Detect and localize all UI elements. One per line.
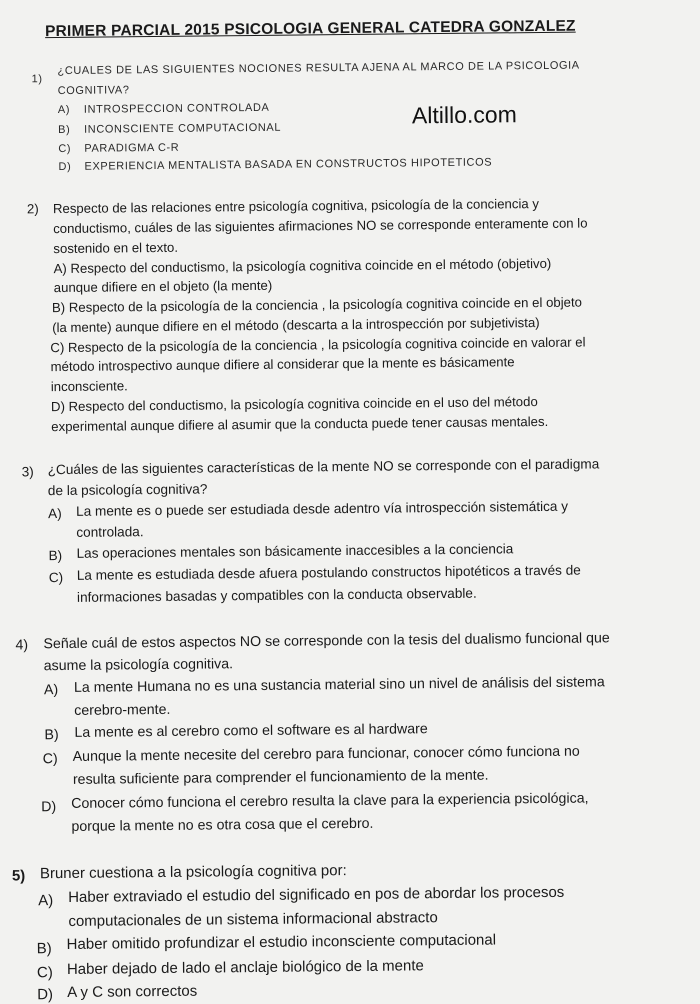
question-number: 3) [21,464,34,480]
option-line: (la mente) aunque difiere en el método (descarta a la introspección por subjetivista) [52,315,540,336]
option-letter: A) [57,103,71,117]
question-number: 1) [31,73,43,86]
option-text: computacionales de un sistema informacional abstracto [68,909,438,930]
question-text-line: de la psicología cognitiva? [47,481,208,499]
option-text: Conocer cómo funciona el cerebro resulta la clave para la experiencia psicológica, [71,790,589,812]
question-text-line: Señale cuál de estos aspectos NO se corresponde con la tesis del dualismo funcional que [43,630,610,653]
question-text-line: Bruner cuestiona a la psicología cognitiva por: [39,862,347,883]
option-text: INCONSCIENTE COMPUTACIONAL [84,121,282,136]
option-text: La mente Humana no es una sustancia material sino un nivel de análisis del sistema [73,674,605,696]
option-letter: A) [43,682,59,699]
option-line: A) Respecto del conductismo, la psicología cognitiva coincide en el método (objetivo) [53,255,552,277]
option-letter: C) [36,964,53,982]
option-letter: C) [58,142,72,156]
question-text-line: COGNITIVA? [57,84,130,98]
option-line: inconsciente. [50,378,128,395]
option-text: La mente es al cerebro como el software es al hardware [74,721,428,741]
option-letter: C) [48,570,64,586]
option-text: Haber extraviado el estudio del significado en pos de abordar los procesos [68,883,565,906]
option-letter: A) [48,506,62,522]
option-text: Aunque la mente necesite del cerebro para funcionar, conocer cómo funciona no [72,743,580,765]
question-text-line: sostenido en el texto. [53,239,179,257]
option-letter: A) [38,892,54,910]
question-text-line: ¿Cuáles de las siguientes características de la mente NO se corresponde con el paradigma [47,456,600,478]
option-letter: B) [58,123,71,137]
option-text: A y C son correctos [67,982,198,1001]
option-line: C) Respecto de la psicología de la conciencia , la psicología cognitiva coincide en valorar el [50,334,586,356]
option-letter: D) [37,986,54,1004]
question-number: 5) [11,867,26,885]
option-text: EXPERIENCIA MENTALISTA BASADA EN CONSTRUCTOS HIPOTETICOS [84,156,493,173]
option-text: Haber omitido profundizar el estudio inconsciente computacional [66,931,497,953]
option-line: método introspectivo aunque difiere al considerar que la mente es básicamente [50,354,515,375]
option-text: informaciones basadas y compatibles con la conducta observable. [76,585,477,605]
option-line: B) Respecto de la psicología de la conciencia , la psicología cognitiva coincide en el objeto [51,294,583,316]
question-text-line: asume la psicología cognitiva. [43,656,234,675]
question-text-line: Respecto de las relaciones entre psicología cognitiva, psicología de la conciencia y [52,196,540,217]
option-text: Haber dejado de lado el anclaje biológico de la mente [66,957,424,978]
exam-title: PRIMER PARCIAL 2015 PSICOLOGIA GENERAL CATEDRA GONZALEZ [44,17,576,41]
option-text: Las operaciones mentales son básicamente inaccesibles a la conciencia [76,541,514,561]
option-letter: B) [36,940,52,958]
option-letter: C) [42,751,58,768]
option-letter: D) [41,799,57,816]
option-text: INTROSPECCION CONTROLADA [83,101,270,116]
question-number: 2) [26,201,39,217]
question-text-line: ¿CUALES DE LAS SIGUIENTES NOCIONES RESULTA AJENA AL MARCO DE LA PSICOLOGIA [57,59,580,78]
option-line: aunque difiere en el objeto (la mente) [53,277,273,296]
option-text: La mente es estudiada desde afuera postulando constructos hipotéticos a través de [76,562,581,583]
option-text: PARADIGMA C-R [84,141,180,155]
option-text: cerebro-mente. [74,701,171,719]
option-letter: B) [44,727,59,744]
option-line: experimental aunque difiere al asumir que la conducta puede tener causas mentales. [51,413,549,435]
option-letter: D) [58,160,72,174]
option-text: controlada. [76,524,144,540]
option-letter: B) [48,548,63,564]
question-number: 4) [15,637,29,654]
watermark: Altillo.com [411,101,517,129]
option-text: La mente es o puede ser estudiada desde adentro vía introspección sistemática y [76,498,569,519]
question-text-line: conductismo, cuáles de las siguientes afirmaciones NO se corresponde enteramente con lo [53,215,588,237]
option-text: resulta suficiente para comprender el funcionamiento de la mente. [72,767,489,788]
option-line: D) Respecto del conductismo, la psicología cognitiva coincide en el uso del método [50,394,538,415]
option-text: porque la mente no es otra cosa que el cerebro. [71,815,374,835]
